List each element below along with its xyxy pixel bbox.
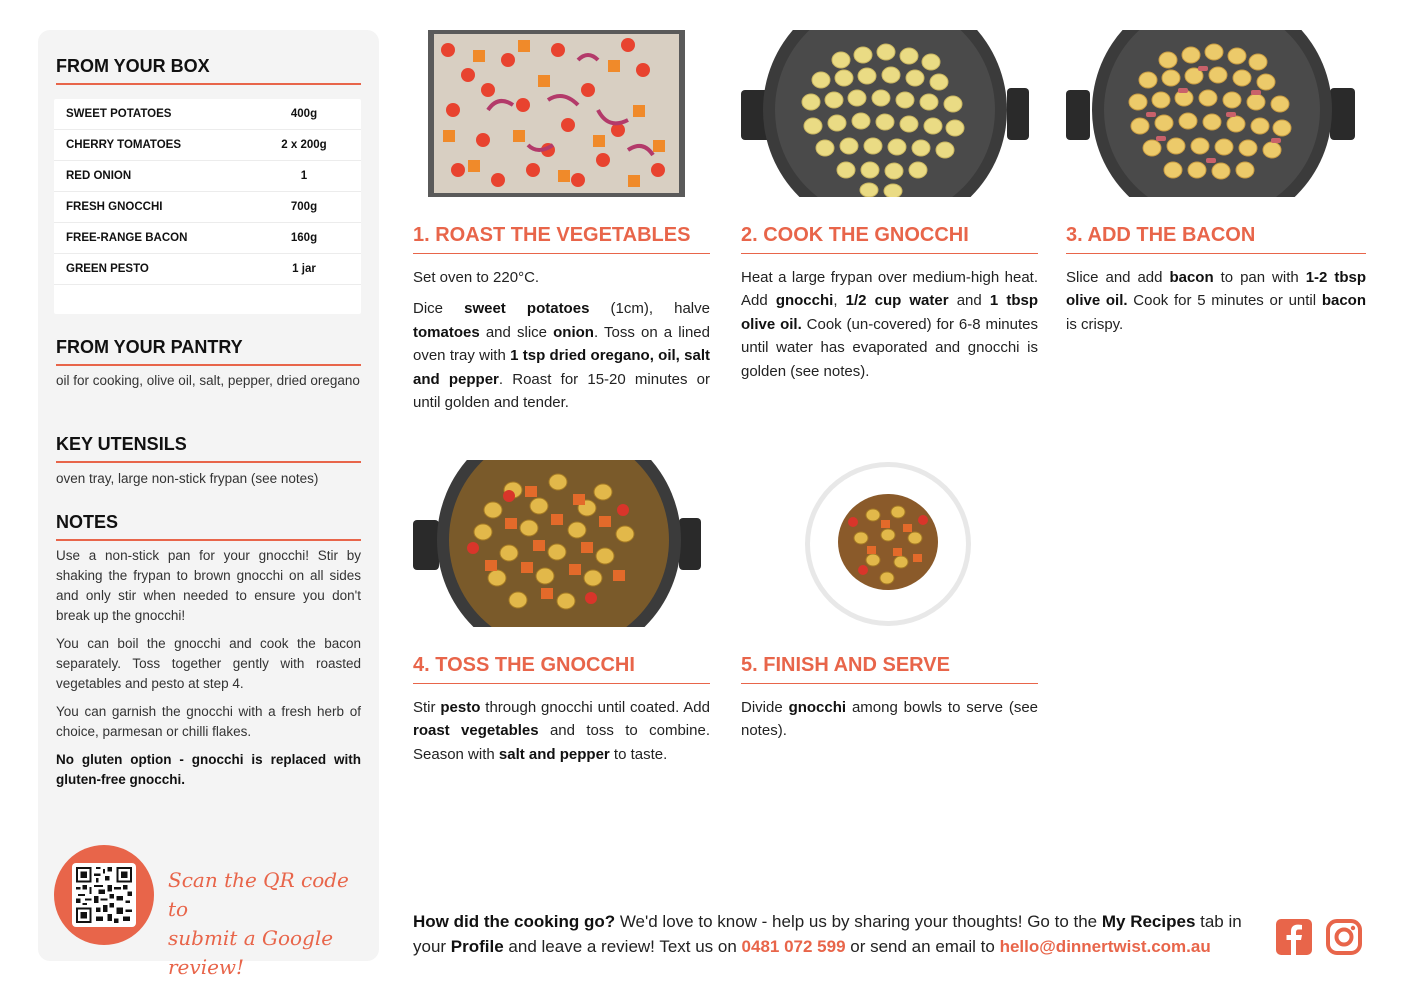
utensils-text: oven tray, large non-stick frypan (see notes) [56,471,319,486]
ingredient-qty: 400g [290,108,318,120]
table-row [54,223,361,254]
finish-and-serve-photo [803,460,973,627]
step-2-title: 2. COOK THE GNOCCHI [741,224,1038,254]
step-2-instructions: Heat a large frypan over medium-high heat. Add gnocchi, 1/2 cup water and 1 tbsp olive oil. Cook (un-covered) for 6-8 minutes until water has evaporated and gnocchi is golden (see notes). [741,269,1038,380]
step-5-instructions: Divide gnocchi among bowls to serve (see notes). [741,699,1039,740]
step-3-instructions: Slice and add bacon to pan with 1-2 tbsp olive oil. Cook for 5 minutes or until bacon is crispy. [1066,269,1366,333]
ingredient-qty: 2 x 200g [281,139,327,151]
pantry-text: oil for cooking, olive oil, salt, pepper, dried oregano [56,373,360,388]
facebook-icon[interactable] [1275,918,1313,956]
step-3-text [1066,266,1366,344]
my-recipes-label: My Recipes [1101,912,1196,931]
email-link[interactable]: hello@dinnertwist.com.au [999,937,1211,956]
ingredient-qty: 1 [300,170,308,182]
table-row [54,254,361,285]
from-your-box-heading: FROM YOUR BOX [56,56,361,85]
step-5-text [741,696,1038,751]
note-paragraph: You can boil the gnocchi and cook the bacon separately. Toss together gently with roasted vegetables and pesto at step 4. [56,636,361,691]
step-4-instructions: Stir pesto through gnocchi until coated. Add roast vegetables and toss to combine. Season with salt and pepper to taste. [413,699,710,763]
ingredient-name: CHERRY TOMATOES [66,139,182,151]
ingredient-qty: 160g [290,232,318,244]
ingredient-name: FREE-RANGE BACON [66,232,188,244]
step-1-text [413,266,710,422]
roast-vegetables-photo [428,30,685,197]
table-row [54,99,361,130]
step-1-instructions: Dice sweet potatoes (1cm), halve tomatoes and slice onion. Toss on a lined oven tray with 1 tsp dried oregano, oil, salt and pepper. Roast for 15-20 minutes or until golden and tender. [413,300,710,412]
instagram-icon[interactable] [1325,918,1363,956]
ingredient-name: FRESH GNOCCHI [66,201,163,213]
ingredient-name: GREEN PESTO [66,263,149,275]
ingredient-name: SWEET POTATOES [66,108,172,120]
step-5-title: 5. FINISH AND SERVE [741,654,1038,684]
notes-body [56,546,361,798]
ingredients-table [54,99,361,314]
qr-badge[interactable] [54,845,154,945]
qr-text-line: submit a Google review! [168,926,334,979]
ingredient-qty: 1 jar [292,263,316,275]
step-3-title: 3. ADD THE BACON [1066,224,1366,254]
review-footer: How did the cooking go? We'd love to know - help us by sharing your thoughts! Go to the My Recipes tab in your Profile and leave a review! Text us on 0481 072 599 or send an email to hello@dinnertwist.com.au [413,912,1242,956]
qr-code-icon[interactable] [72,863,136,927]
note-paragraph: You can garnish the gnocchi with a fresh herb of choice, parmesan or chilli flakes. [56,704,361,739]
step-2-text [741,266,1038,391]
notes-heading: NOTES [56,512,361,541]
ingredient-name: RED ONION [66,170,132,182]
add-bacon-photo [1066,30,1355,197]
toss-gnocchi-photo [413,460,701,627]
phone-link[interactable]: 0481 072 599 [741,937,846,956]
gluten-free-note: No gluten option - gnocchi is replaced with gluten-free gnocchi. [56,752,361,787]
key-utensils-heading: KEY UTENSILS [56,434,361,463]
qr-text-line: Scan the QR code to [168,868,349,921]
step-1-title: 1. ROAST THE VEGETABLES [413,224,710,254]
from-your-pantry-heading: FROM YOUR PANTRY [56,337,361,366]
note-paragraph: Use a non-stick pan for your gnocchi! Stir by shaking the frypan to brown gnocchi on all sides and only stir when needed to ensure you don't break up the gnocchi! [56,548,361,623]
step-1-oven: Set oven to 220°C. [413,269,540,286]
cook-gnocchi-photo [741,30,1029,197]
table-row [54,161,361,192]
table-row [54,130,361,161]
step-4-text [413,696,710,774]
ingredients-sidebar [38,30,379,979]
table-row [54,192,361,223]
step-4-title: 4. TOSS THE GNOCCHI [413,654,710,684]
footer-question: How did the cooking go? [413,912,616,931]
profile-label: Profile [450,937,504,956]
qr-review-text [168,866,368,982]
ingredient-qty: 700g [290,201,318,213]
